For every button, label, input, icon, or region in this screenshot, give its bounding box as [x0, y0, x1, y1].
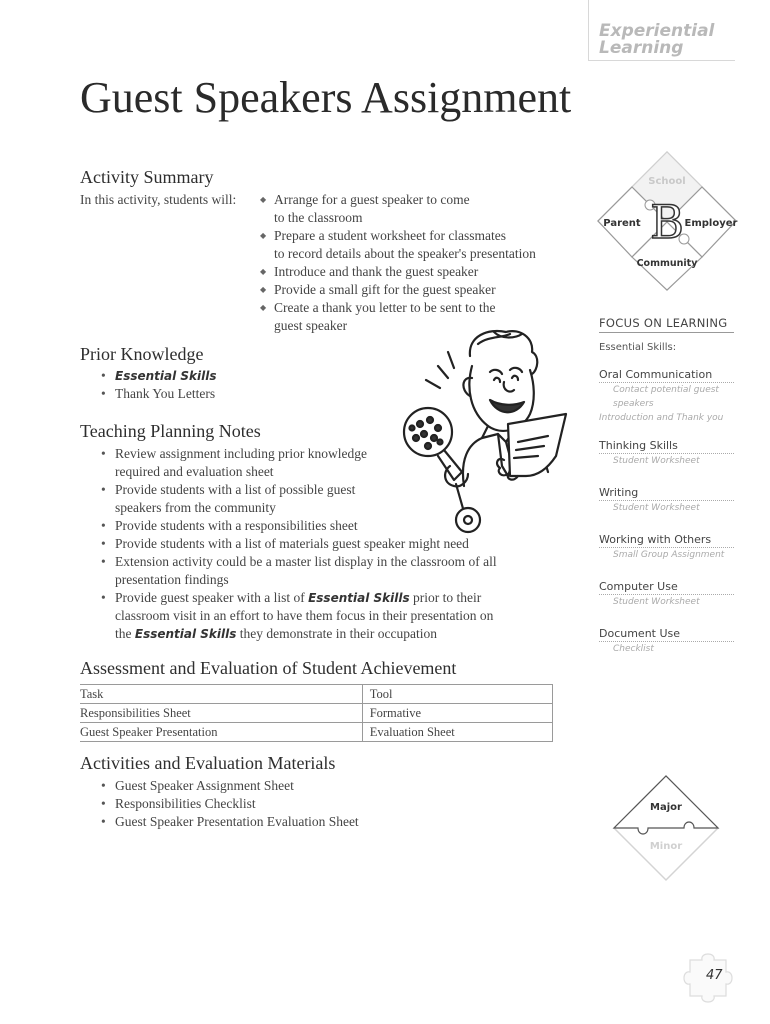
materials-list [101, 777, 359, 831]
teaching-notes-heading: Teaching Planning Notes [80, 421, 261, 441]
list-item: ◆ Create a thank you letter to be sent to the guest speaker [260, 299, 536, 335]
activity-summary-list [260, 191, 536, 335]
assessment-heading: Assessment and Evaluation of Student Achievement [80, 658, 457, 678]
table-cell: Evaluation Sheet [362, 723, 552, 742]
essential-skills-label: Essential Skills: [599, 342, 677, 353]
puzzle-letter: B [650, 195, 684, 249]
assessment-table [80, 684, 553, 742]
list-item: ◆ Introduce and thank the guest speaker [260, 263, 536, 281]
list-item: • Guest Speaker Presentation Evaluation Sheet [101, 813, 359, 831]
skill-working-with-others: Working with Others Small Group Assignment [599, 533, 734, 562]
puzzle-school-label: School [648, 176, 686, 187]
list-item: • Provide students with a list of possible guest speakers from the community [101, 481, 497, 517]
puzzle-minor-label: Minor [649, 841, 683, 852]
list-item: • Provide guest speaker with a list of Essential Skills prior to their classroom visit in an effort to have them focus in their presentation on the Essential Skills they demonstrate in their occupation [101, 589, 497, 643]
prior-knowledge-heading: Prior Knowledge [80, 344, 204, 364]
table-cell: Responsibilities Sheet [80, 704, 362, 723]
table-header-row [80, 685, 553, 704]
skill-document-use: Document Use Checklist [599, 627, 734, 656]
table-header-tool: Tool [362, 685, 552, 704]
skill-thinking: Thinking Skills Student Worksheet [599, 439, 734, 468]
table-header-task: Task [80, 685, 362, 704]
puzzle-community-label: Community [636, 258, 698, 269]
list-item: • Provide students with a responsibilities sheet [101, 517, 497, 535]
activity-summary-lead: In this activity, students will: [80, 192, 237, 207]
list-item: ◆ Prepare a student worksheet for classmates to record details about the speaker's presentation [260, 227, 536, 263]
activity-summary-heading: Activity Summary [80, 167, 214, 187]
table-row [80, 723, 553, 742]
list-item: • Thank You Letters [101, 385, 217, 403]
section-tag-line2: Learning [599, 38, 684, 58]
prior-knowledge-list [101, 367, 217, 403]
puzzle-employer-label: Employer [684, 218, 738, 229]
list-item: • Extension activity could be a master list display in the classroom of all presentation findings [101, 553, 497, 589]
page-title: Guest Speakers Assignment [80, 73, 572, 122]
section-tag [588, 0, 735, 61]
skill-writing: Writing Student Worksheet [599, 486, 734, 515]
focus-heading: FOCUS ON LEARNING [599, 316, 734, 333]
table-cell: Guest Speaker Presentation [80, 723, 362, 742]
list-item: • Essential Skills [101, 367, 217, 385]
table-row [80, 704, 553, 723]
list-item: • Provide students with a list of materials guest speaker might need [101, 535, 497, 553]
list-item: ◆ Provide a small gift for the guest speaker [260, 281, 536, 299]
list-item: • Guest Speaker Assignment Sheet [101, 777, 359, 795]
puzzle-parent-label: Parent [603, 218, 641, 229]
list-item: • Responsibilities Checklist [101, 795, 359, 813]
stakeholder-puzzle [596, 150, 738, 292]
list-item: ◆ Arrange for a guest speaker to come to the classroom [260, 191, 536, 227]
skill-oral-communication: Oral Communication Contact potential guest speakers Introduction and Thank you [599, 368, 734, 425]
page-number: 47 [706, 968, 723, 983]
major-minor-puzzle [612, 774, 720, 882]
speaker-illustration [398, 326, 574, 540]
section-tag-line1: Experiential [599, 21, 715, 41]
skill-computer-use: Computer Use Student Worksheet [599, 580, 734, 609]
puzzle-major-label: Major [650, 802, 682, 813]
list-item: • Review assignment including prior knowledge required and evaluation sheet [101, 445, 497, 481]
table-cell: Formative [362, 704, 552, 723]
materials-heading: Activities and Evaluation Materials [80, 753, 336, 773]
focus-on-learning [599, 316, 734, 656]
